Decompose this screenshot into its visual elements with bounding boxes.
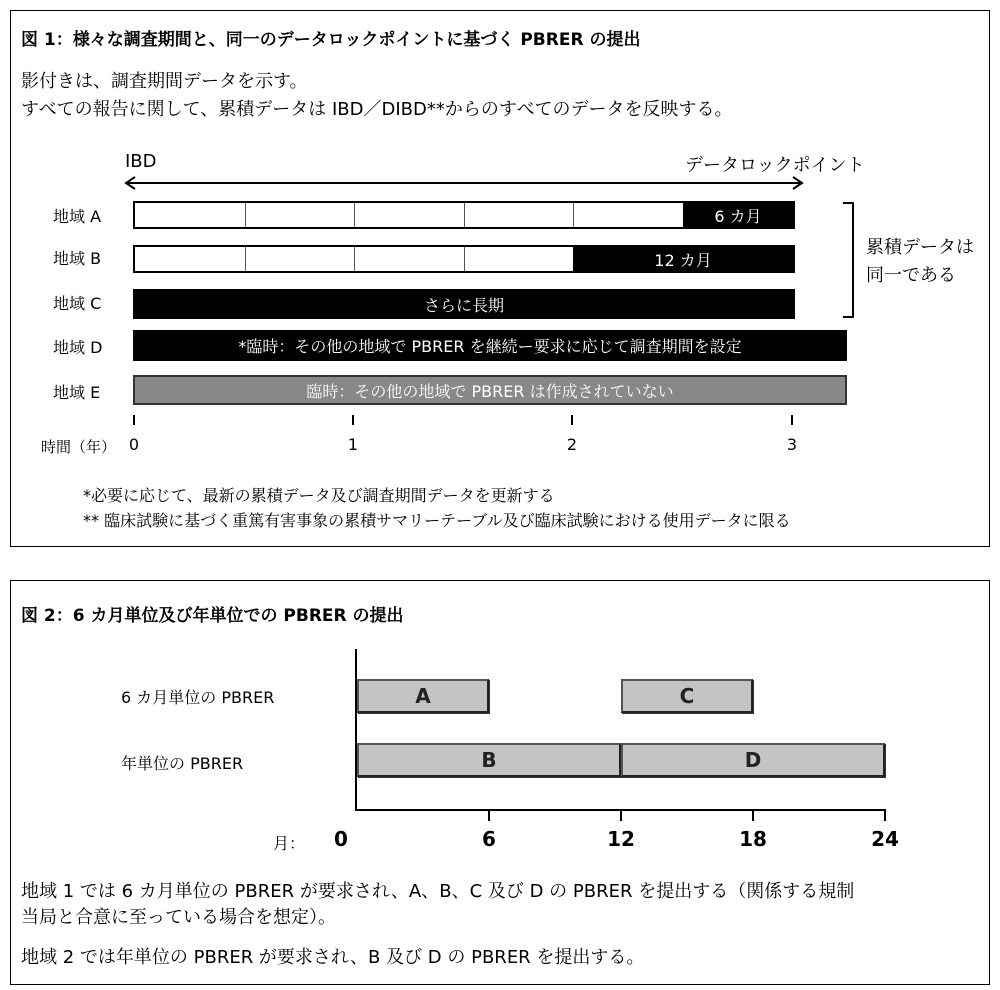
- year-tick-label: 0: [128, 435, 140, 454]
- bracket-label-line-1: 累積データは: [866, 237, 974, 258]
- timeline-double-arrow: [123, 175, 805, 191]
- month-tick: [620, 809, 622, 821]
- region-b-label: 地域 B: [53, 249, 102, 268]
- month-tick-label: 12: [607, 827, 635, 851]
- month-tick-label: 6: [482, 827, 496, 851]
- region-a-bar: [133, 201, 795, 229]
- six-month-row-label: 6 カ月単位の PBRER: [121, 688, 275, 707]
- cumulative-bracket: [841, 201, 861, 319]
- region-b-divider: [245, 247, 246, 271]
- year-tick-label: 1: [347, 435, 359, 454]
- year-tick-label: 2: [566, 435, 578, 454]
- region-a-divider: [354, 203, 355, 227]
- year-tick: [352, 415, 354, 425]
- region-e-bar-text: 臨時：その他の地域で PBRER は作成されていない: [306, 381, 674, 401]
- region-b-bar-text: 12 カ月: [654, 250, 712, 270]
- region-a-divider: [245, 203, 246, 227]
- figure-1-description-line-1: 影付きは、調査期間データを示す。: [21, 71, 308, 92]
- region-c-label: 地域 C: [53, 294, 102, 313]
- year-tick: [571, 415, 573, 425]
- region-a-divider: [464, 203, 465, 227]
- region-b-divider: [464, 247, 465, 271]
- year-tick-label: 3: [786, 435, 798, 454]
- region-c-bar: [133, 289, 795, 319]
- time-axis-label: 時間（年）: [41, 438, 117, 456]
- region-b-bar: [133, 245, 795, 273]
- figure-1-panel: [10, 10, 990, 547]
- region-c-bar-text: さらに長期: [423, 295, 504, 315]
- region-1-note-line-1: 地域 1 では 6 カ月単位の PBRER が要求され、A、B、C 及び D の PBRER を提出する（関係する規制: [21, 881, 855, 902]
- month-tick: [884, 809, 886, 821]
- region-e-label: 地域 E: [53, 383, 101, 402]
- figure-2-title: 図 2：6 カ月単位及び年単位での PBRER の提出: [21, 606, 404, 626]
- pbrer-b-bar: B: [357, 743, 621, 777]
- month-tick-label: 24: [871, 827, 899, 851]
- region-d-label: 地域 D: [53, 338, 103, 357]
- region-d-bar-text: *臨時：その他の地域で PBRER を継続ー要求に応じて調査期間を設定: [238, 337, 742, 356]
- region-e-bar: [133, 375, 847, 405]
- year-tick: [791, 415, 793, 425]
- data-lock-point-label: データロックポイント: [685, 155, 865, 176]
- figure-1-title: 図 1：様々な調査期間と、同一のデータロックポイントに基づく PBRER の提出: [21, 30, 641, 50]
- pbrer-c-bar: C: [621, 679, 753, 713]
- region-d-bar: [133, 330, 847, 361]
- month-tick: [488, 809, 490, 821]
- bracket-label-line-2: 同一である: [866, 265, 956, 286]
- figure-1-description-line-2: すべての報告に関して、累積データは IBD／DIBD**からのすべてのデータを反映する。: [21, 99, 733, 120]
- y-axis-line: [355, 649, 357, 811]
- pbrer-d-bar: D: [621, 743, 885, 777]
- month-tick-label: 18: [739, 827, 767, 851]
- ibd-label: IBD: [125, 151, 157, 172]
- month-axis-label: 月：: [273, 834, 306, 853]
- month-tick-label: 0: [334, 827, 348, 851]
- year-tick: [133, 415, 135, 425]
- month-tick: [752, 809, 754, 821]
- region-b-divider: [354, 247, 355, 271]
- region-a-shaded-period: [683, 203, 793, 227]
- region-2-note: 地域 2 では年単位の PBRER が要求され、B 及び D の PBRER を提出する。: [21, 947, 645, 968]
- footnote-2: ** 臨床試験に基づく重篤有害事象の累積サマリーテーブル及び臨床試験における使用データに限る: [83, 511, 791, 530]
- pbrer-a-bar: A: [357, 679, 489, 713]
- annual-row-label: 年単位の PBRER: [121, 754, 244, 773]
- region-a-label: 地域 A: [53, 207, 102, 226]
- region-b-shaded-period: [573, 247, 793, 271]
- region-1-note-line-2: 当局と合意に至っている場合を想定）。: [21, 907, 336, 928]
- footnote-1: *必要に応じて、最新の累積データ及び調査期間データを更新する: [83, 486, 555, 505]
- figure-2-panel: [10, 580, 990, 985]
- region-a-divider: [573, 203, 574, 227]
- region-a-bar-text: 6 カ月: [714, 206, 762, 226]
